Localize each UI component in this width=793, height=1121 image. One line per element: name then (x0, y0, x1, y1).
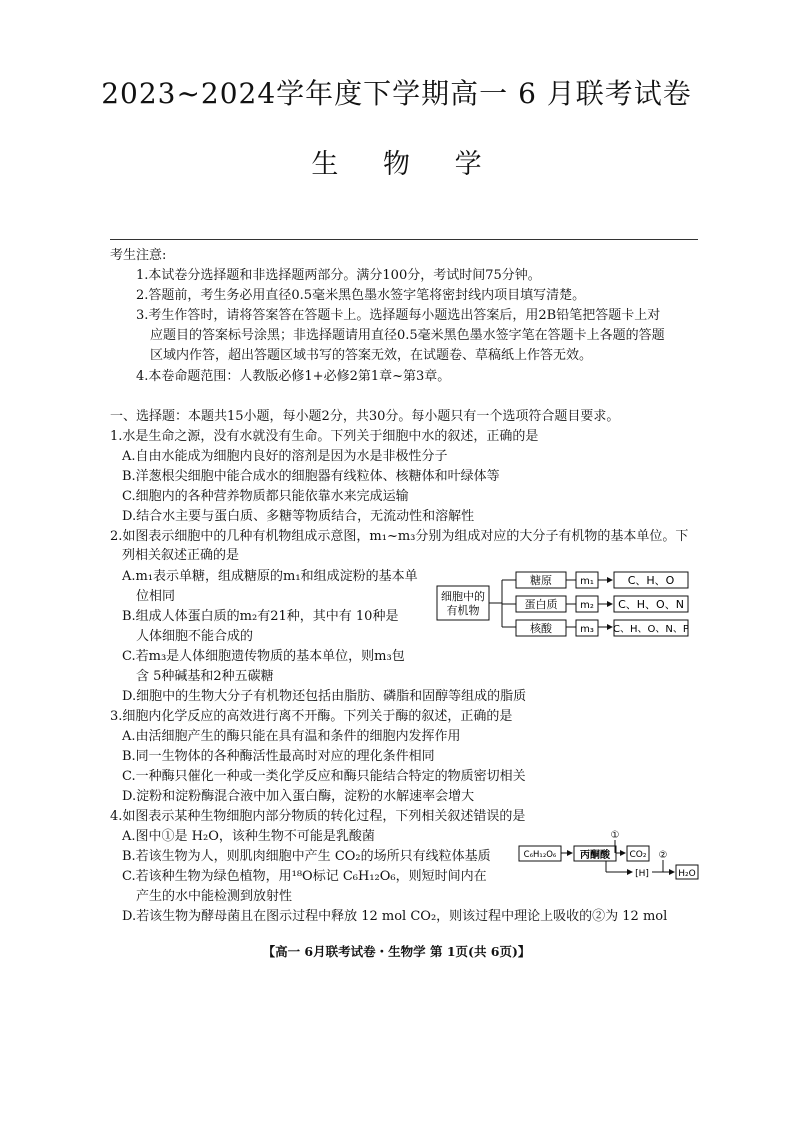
diagram-row-3-elements: C、H、O、N、P (613, 624, 689, 635)
pyruvate-label: 丙酮酸 (580, 850, 610, 861)
question-2-option-a-cont: 位相同 (136, 589, 176, 604)
notice-item: 1.本试卷分选择题和非选择题两部分。满分100分，考试时间75分钟。 (136, 268, 541, 283)
page-footer: 【高一 6月联考试卷・生物学 第 1页(共 6页)】 (262, 944, 531, 959)
diagram-row-1-name: 糖原 (530, 574, 552, 587)
question-4-stem: 4.如图表示某种生物细胞内部分物质的转化过程，下列相关叙述错误的是 (110, 809, 526, 824)
question-1-option-a: A.自由水能成为细胞内良好的溶剂是因为水是非极性分子 (122, 449, 448, 464)
notice-item: 3.考生作答时，请将答案答在答题卡上。选择题每小题选出答案后，用2B铅笔把答题卡上对 (136, 308, 661, 323)
question-1-option-c: C.细胞内的各种营养物质都只能依靠水来完成运输 (122, 489, 409, 504)
water-label: H₂O (678, 869, 696, 879)
respiration-diagram (518, 828, 700, 882)
marker-2: ② (658, 850, 668, 861)
organic-matter-diagram (436, 570, 692, 640)
question-4-option-c: C.若该种生物为绿色植物，用¹⁸O标记 C₆H₁₂O₆，则短时间内在 (122, 869, 487, 884)
question-1-stem: 1.水是生命之源，没有水就没有生命。下列关于细胞中水的叙述，正确的是 (110, 429, 539, 444)
question-4-option-c-cont: 产生的水中能检测到放射性 (136, 889, 293, 904)
notice-item: 应题目的答案标号涂黑；非选择题请用直径0.5毫米黑色墨水签字笔在答题卡上各题的答题 (150, 328, 665, 343)
question-2-option-b: B.组成人体蛋白质的m₂有21种，其中有 10种是 (122, 609, 399, 624)
diagram-row-2-name: 蛋白质 (524, 598, 558, 611)
question-4-option-a: A.图中①是 H₂O，该种生物不可能是乳酸菌 (122, 829, 375, 844)
question-3-option-d: D.淀粉和淀粉酶混合液中加入蛋白酶，淀粉的水解速率会增大 (122, 789, 475, 804)
question-3-stem: 3.细胞内化学反应的高效进行离不开酶。下列关于酶的叙述，正确的是 (110, 709, 513, 724)
question-4-option-b: B.若该生物为人，则肌肉细胞中产生 CO₂的场所只有线粒体基质 (122, 849, 491, 864)
question-2-option-c: C.若m₃是人体细胞遗传物质的基本单位，则m₃包 (122, 649, 405, 664)
co2-label: CO₂ (629, 850, 647, 860)
glucose-label: C₆H₁₂O₆ (523, 850, 557, 860)
question-2-option-a: A.m₁表示单糖，组成糖原的m₁和组成淀粉的基本单 (122, 569, 418, 584)
question-4-option-d: D.若该生物为酵母菌且在图示过程中释放 12 mol CO₂，则该过程中理论上吸收的②为 12 mol (122, 909, 668, 924)
question-2-option-d: D.细胞中的生物大分子有机物还包括由脂肪、磷脂和固醇等组成的脂质 (122, 689, 527, 704)
notice-title: 考生注意: (110, 248, 167, 263)
diagram-root-line2: 有机物 (446, 604, 480, 617)
title-divider (110, 239, 698, 240)
question-2-option-b-cont: 人体细胞不能合成的 (136, 629, 254, 644)
diagram-row-1-unit: m₁ (580, 576, 594, 587)
diagram-row-1-elements: C、H、O (627, 574, 675, 587)
diagram-row-3-name: 核酸 (530, 622, 552, 635)
exam-title: 2023~2024学年度下学期高一 6 月联考试卷 (101, 77, 692, 110)
question-2-stem-cont: 列相关叙述正确的是 (122, 548, 240, 563)
question-3-option-a: A.由活细胞产生的酶只能在具有温和条件的细胞内发挥作用 (122, 729, 461, 744)
diagram-row-2-elements: C、H、O、N (618, 598, 684, 611)
question-2-stem: 2.如图表示细胞中的几种有机物组成示意图，m₁~m₃分别为组成对应的大分子有机物的基本单位。下 (110, 529, 689, 544)
diagram-row-2-unit: m₂ (580, 600, 594, 611)
question-1-option-d: D.结合水主要与蛋白质、多糖等物质结合，无流动性和溶解性 (122, 509, 475, 524)
notice-item: 2.答题前，考生务必用直径0.5毫米黑色墨水签字笔将密封线内项目填写清楚。 (136, 288, 586, 303)
section-heading: 一、选择题：本题共15小题，每小题2分，共30分。每小题只有一个选项符合题目要求。 (110, 409, 620, 424)
notice-item: 4.本卷命题范围：人教版必修1+必修2第1章~第3章。 (136, 369, 451, 384)
question-1-option-b: B.洋葱根尖细胞中能合成水的细胞器有线粒体、核糖体和叶绿体等 (122, 469, 500, 484)
subject-title: 生 物 学 (311, 149, 500, 180)
marker-1: ① (610, 830, 620, 841)
diagram-root-line1: 细胞中的 (441, 590, 485, 603)
question-2-option-c-cont: 含 5种碱基和2种五碳糖 (136, 669, 274, 684)
notice-item: 区域内作答，超出答题区域书写的答案无效，在试题卷、草稿纸上作答无效。 (150, 348, 593, 363)
h-label: [H] (635, 869, 649, 879)
question-3-option-b: B.同一生物体的各种酶活性最高时对应的理化条件相同 (122, 749, 435, 764)
diagram-row-3-unit: m₃ (580, 624, 594, 635)
question-3-option-c: C.一种酶只催化一种或一类化学反应和酶只能结合特定的物质密切相关 (122, 769, 526, 784)
